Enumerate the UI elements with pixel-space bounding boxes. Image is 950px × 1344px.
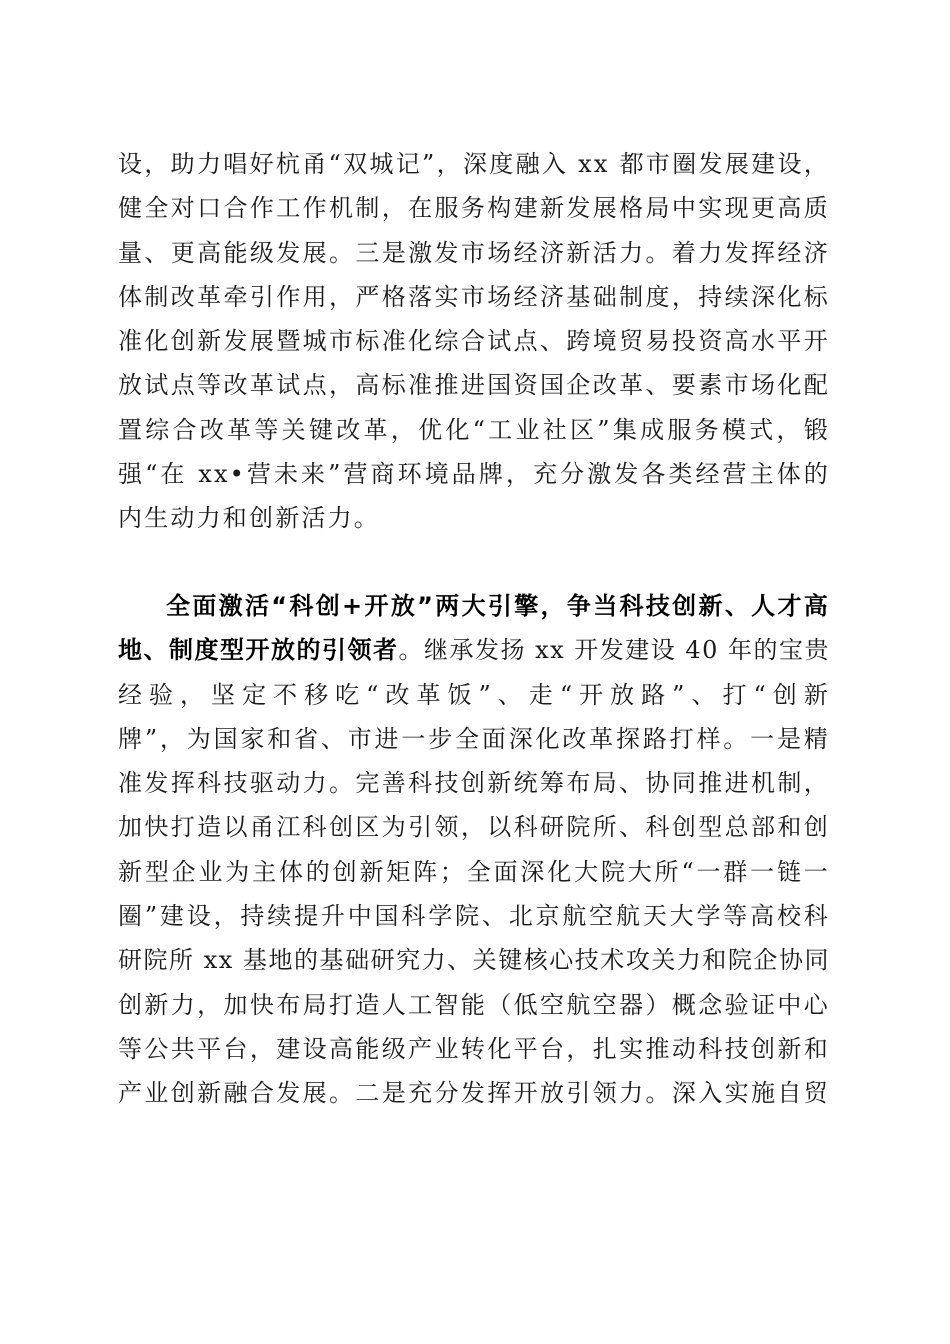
text-line: 研院所 xx 基地的基础研究力、关键核心技术攻关力和院企协同 bbox=[118, 946, 830, 975]
text-line: 创新力，加快布局打造人工智能（低空航空器）概念验证中心 bbox=[118, 990, 830, 1019]
paragraph-heading-line-2 bbox=[118, 628, 830, 672]
text-line: 体制改革牵引作用，严格落实市场经济基础制度，持续深化标 bbox=[118, 282, 830, 311]
text-line: 置综合改革等关键改革，优化“工业社区”集成服务模式，锻 bbox=[118, 415, 830, 444]
text-line: 准发挥科技驱动力。完善科技创新统筹布局、协同推进机制， bbox=[118, 769, 830, 798]
paragraph-heading-line: 全面激活“科创+开放”两大引擎，争当科技创新、人才高 bbox=[166, 592, 830, 620]
text-line: 牌”，为国家和省、市进一步全面深化改革探路打样。一是精 bbox=[118, 724, 830, 753]
text-line: 等公共平台，建设高能级产业转化平台，扎实推动科技创新和 bbox=[118, 1034, 830, 1063]
text-line: 圈”建设，持续提升中国科学院、北京航空航天大学等高校科 bbox=[118, 902, 830, 931]
text-line: 产业创新融合发展。二是充分发挥开放引领力。深入实施自贸 bbox=[118, 1079, 830, 1108]
paragraph-1 bbox=[118, 142, 830, 541]
text-line: 健全对口合作工作机制，在服务构建新发展格局中实现更高质 bbox=[118, 194, 830, 223]
text-line: 强“在 xx•营未来”营商环境品牌，充分激发各类经营主体的 bbox=[118, 460, 830, 489]
paragraph-heading-rest: 。继承发扬 xx 开发建设 40 年的宝贵 bbox=[398, 636, 830, 665]
text-line: 新型企业为主体的创新矩阵；全面深化大院大所“一群一链一 bbox=[118, 857, 830, 886]
text-line: 设，助力唱好杭甬“双城记”，深度融入 xx 都市圈发展建设， bbox=[118, 150, 830, 178]
paragraph-heading-bold: 地、制度型开放的引领者 bbox=[118, 636, 399, 665]
text-line: 加快打造以甬江科创区为引领，以科研院所、科创型总部和创 bbox=[118, 813, 830, 842]
text-line: 经验，坚定不移吃“改革饭”、走“开放路”、打“创新 bbox=[118, 680, 830, 709]
text-line: 准化创新发展暨城市标准化综合试点、跨境贸易投资高水平开 bbox=[118, 327, 830, 356]
text-line: 量、更高能级发展。三是激发市场经济新活力。着力发挥经济 bbox=[118, 238, 830, 267]
text-line: 内生动力和创新活力。 bbox=[118, 504, 380, 533]
paragraph-2 bbox=[118, 584, 830, 1116]
text-line: 放试点等改革试点，高标准推进国资国企改革、要素市场化配 bbox=[118, 371, 830, 400]
